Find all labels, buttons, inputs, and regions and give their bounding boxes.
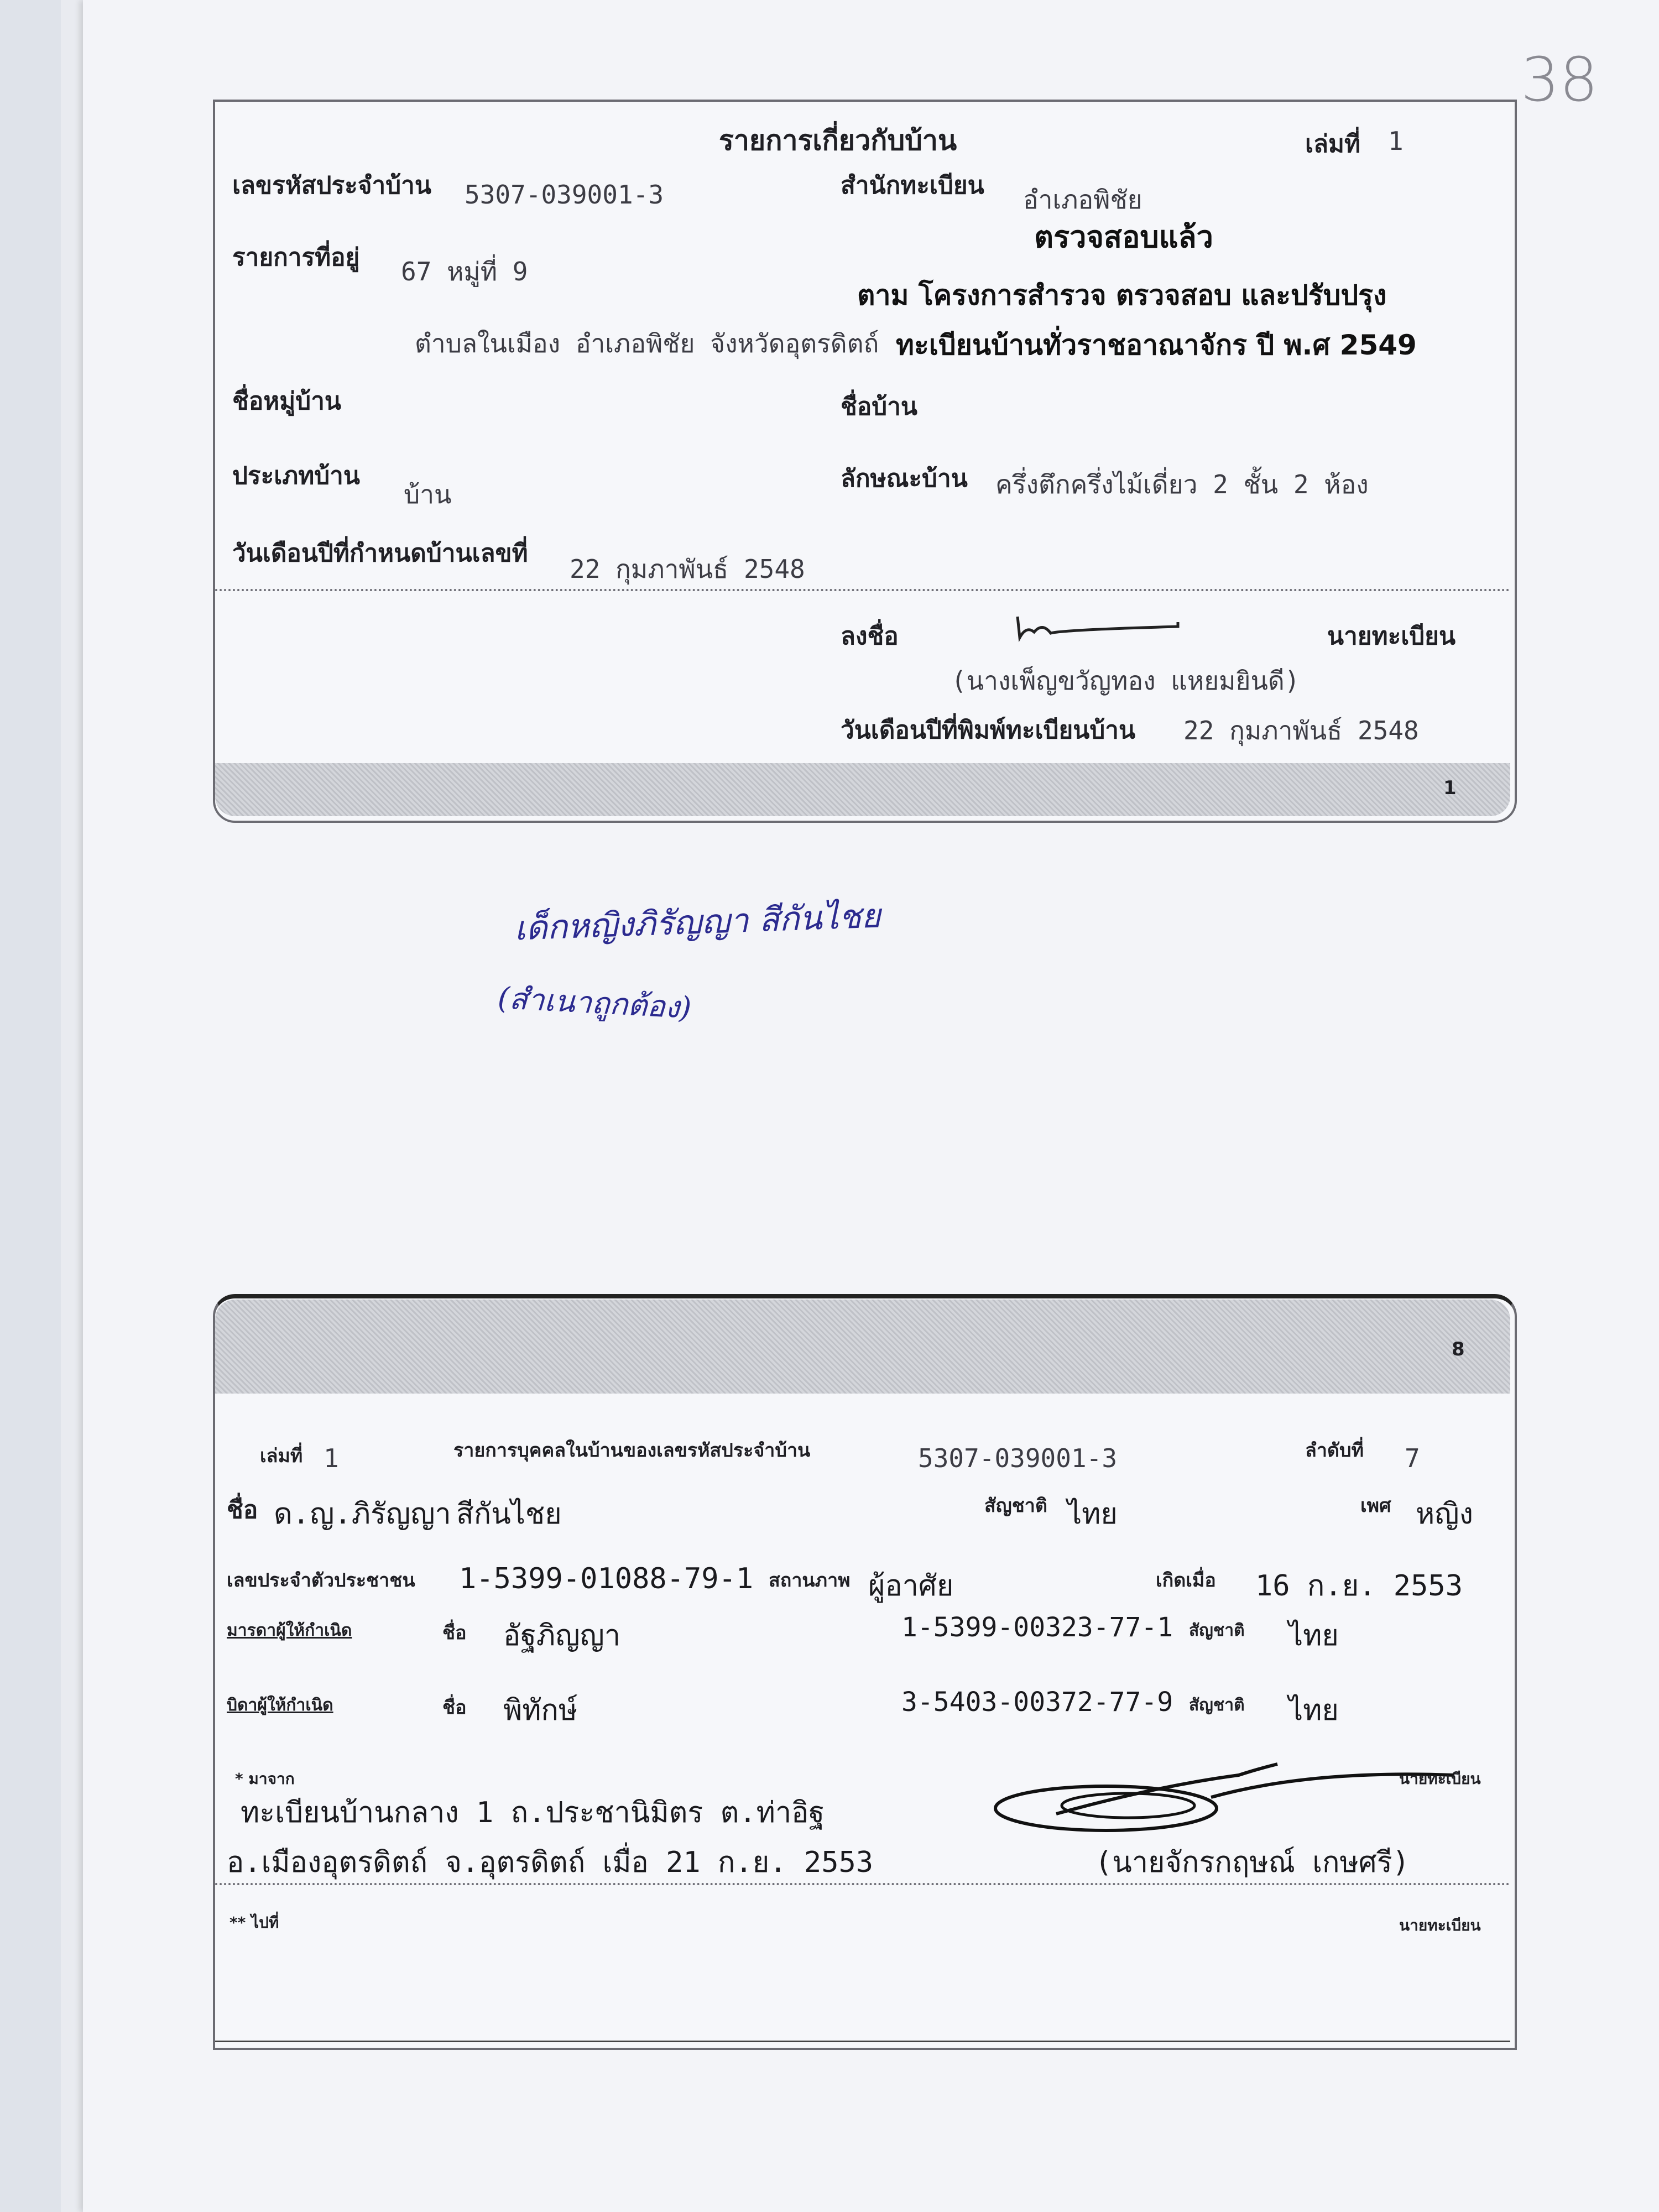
person-registrar-label-2: นายทะเบียน — [1399, 1916, 1481, 1934]
moved-from-line2: อ.เมืองอุตรดิตถ์ จ.อุตรดิตถ์ เมื่อ 21 ก.ย. 2553 — [227, 1846, 874, 1879]
house-record-divider — [215, 589, 1510, 591]
first-name: ด.ญ.ภิรัญญา — [274, 1498, 451, 1531]
house-code-label: เลขรหัสประจำบ้าน — [232, 171, 431, 200]
person-record-panel — [213, 1294, 1517, 2050]
person-house-code: 5307-039001-3 — [918, 1443, 1118, 1473]
verified-stamp-line1: ตรวจสอบแล้ว — [1034, 220, 1213, 254]
father-nationality-value: ไทย — [1288, 1694, 1339, 1727]
moved-to-label: ** ไปที่ — [229, 1913, 279, 1932]
person-registrar-label: นายทะเบียน — [1399, 1770, 1481, 1788]
registrar-signature-top — [1012, 606, 1189, 644]
registrar-label: นายทะเบียน — [1327, 622, 1456, 650]
order-value: 7 — [1405, 1443, 1420, 1473]
mother-name-label: ชื่อ — [442, 1622, 467, 1644]
house-record-title: รายการเกี่ยวกับบ้าน — [719, 124, 957, 156]
mother-id: 1-5399-00323-77-1 — [901, 1612, 1173, 1643]
moved-from-line1: ทะเบียนบ้านกลาง 1 ถ.ประชานิมิตร ต.ท่าอิฐ — [241, 1796, 825, 1829]
house-characteristics-label: ลักษณะบ้าน — [841, 465, 968, 493]
sex-value: หญิง — [1416, 1498, 1473, 1531]
handwritten-page-number: 38 — [1521, 44, 1598, 115]
registrar-name: (นางเพ็ญขวัญทอง แหยมยินดี) — [951, 666, 1300, 696]
address-line2: ตำบลในเมือง อำเภอพิชัย จังหวัดอุตรดิตถ์ — [415, 328, 879, 358]
mother-nationality-value: ไทย — [1288, 1619, 1339, 1652]
father-label: บิดาผู้ให้กำเนิด — [227, 1695, 333, 1715]
person-header-label: รายการบุคคลในบ้านของเลขรหัสประจำบ้าน — [453, 1439, 811, 1462]
registry-office-value: อำเภอพิชัย — [1023, 185, 1142, 215]
name-label: ชื่อ — [227, 1496, 258, 1524]
birth-label: เกิดเมื่อ — [1156, 1569, 1216, 1592]
handwritten-certified-note: (สำเนาถูกต้อง) — [497, 980, 692, 1026]
person-registrar-name: (นายจักรกฤษณ์ เกษศรี) — [1095, 1846, 1410, 1879]
sign-label: ลงชื่อ — [841, 622, 899, 650]
registry-office-label: สำนักทะเบียน — [841, 171, 984, 200]
volume-value: 1 — [1388, 126, 1404, 156]
house-type-value: บ้าน — [404, 479, 452, 509]
verified-stamp-line2: ตาม โครงการสำรวจ ตรวจสอบ และปรับปรุง — [857, 279, 1387, 311]
mother-label: มารดาผู้ให้กำเนิด — [227, 1621, 352, 1640]
address-label: รายการที่อยู่ — [232, 243, 360, 272]
mother-nationality-label: สัญชาติ — [1189, 1621, 1245, 1640]
house-type-label: ประเภทบ้าน — [232, 462, 360, 490]
status-value: ผู้อาศัย — [868, 1569, 954, 1603]
moved-from-label: * มาจาก — [235, 1770, 295, 1788]
sex-label: เพศ — [1360, 1495, 1391, 1517]
person-record-header-band — [215, 1300, 1510, 1394]
print-date-value: 22 กุมภาพันธ์ 2548 — [1183, 716, 1419, 745]
person-volume-value: 1 — [324, 1443, 339, 1473]
volume-label: เล่มที่ — [1305, 130, 1361, 158]
birth-value: 16 ก.ย. 2553 — [1255, 1569, 1463, 1603]
number-assigned-date-label: วันเดือนปีที่กำหนดบ้านเลขที่ — [232, 539, 528, 567]
father-name: พิทักษ์ — [503, 1694, 578, 1727]
house-name-label: ชื่อบ้าน — [841, 393, 918, 421]
number-assigned-date-value: 22 กุมภาพันธ์ 2548 — [570, 554, 805, 584]
print-date-label: วันเดือนปีที่พิมพ์ทะเบียนบ้าน — [841, 716, 1136, 744]
father-name-label: ชื่อ — [442, 1697, 467, 1719]
village-name-label: ชื่อหมู่บ้าน — [232, 387, 342, 415]
verified-stamp-line3: ทะเบียนบ้านทั่วราชอาณาจักร ปี พ.ศ 2549 — [896, 329, 1417, 361]
father-nationality-label: สัญชาติ — [1189, 1695, 1245, 1715]
document-sheet — [83, 0, 1659, 2212]
order-label: ลำดับที่ — [1305, 1439, 1364, 1462]
address-line1: 67 หมู่ที่ 9 — [401, 257, 528, 286]
house-code-value: 5307-039001-3 — [465, 180, 664, 210]
person-volume-label: เล่มที่ — [260, 1445, 303, 1467]
underlying-sheet-edge — [61, 0, 83, 2212]
citizen-id-value: 1-5399-01088-79-1 — [459, 1562, 754, 1595]
father-id: 3-5403-00372-77-9 — [901, 1687, 1173, 1718]
house-record-page-no: 1 — [1443, 777, 1457, 799]
bottom-rule — [215, 2041, 1510, 2042]
person-record-page-no: 8 — [1452, 1338, 1465, 1360]
handwritten-name-note: เด็กหญิงภิรัญญา สีกันไชย — [513, 896, 881, 948]
citizen-id-label: เลขประจำตัวประชาชน — [227, 1569, 415, 1592]
nationality-label: สัญชาติ — [984, 1495, 1047, 1517]
status-label: สถานภาพ — [769, 1569, 851, 1592]
mother-name: อัฐภิญญา — [503, 1619, 621, 1652]
house-characteristics-value: ครึ่งตึกครึ่งไม้เดี่ยว 2 ชั้น 2 ห้อง — [995, 469, 1369, 499]
registrar-signature-bottom — [979, 1753, 1465, 1841]
house-record-footer-band — [215, 763, 1510, 816]
last-name: สีกันไชย — [456, 1498, 562, 1531]
nationality-value: ไทย — [1067, 1498, 1118, 1531]
